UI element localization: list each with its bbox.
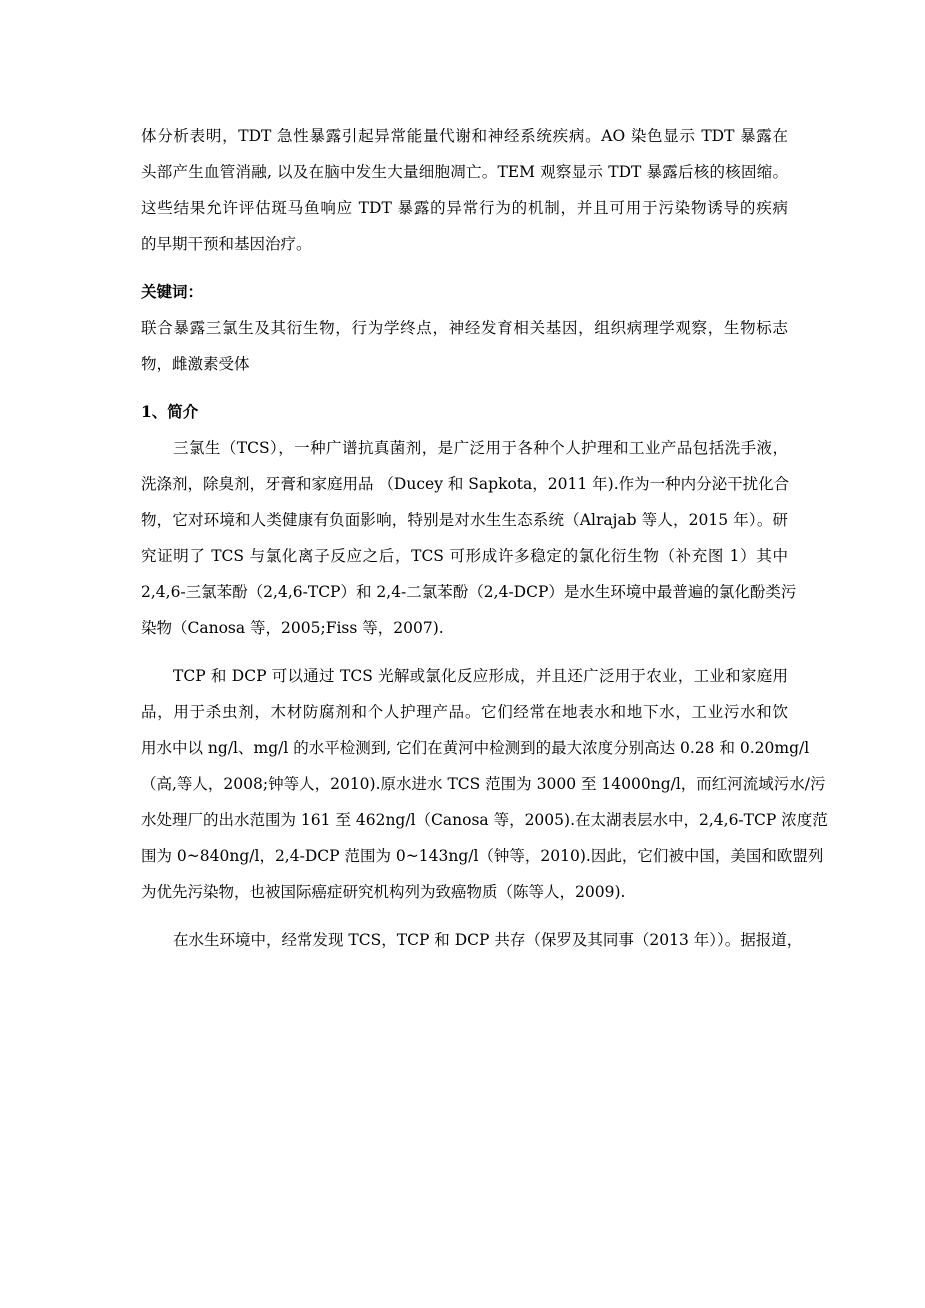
keywords-heading: 关键词： [141,282,204,301]
paragraph [141,658,828,910]
paragraph-line: TCP 和 DCP 可以通过 TCS 光解或氯化反应形成，并且还广泛用于农业，工业和家庭用 [173,667,788,685]
abstract-line: 的早期干预和基因治疗。 [141,235,312,253]
keywords-line: 物，雌激素受体 [141,355,250,373]
document-page [141,118,828,958]
paragraph-line: 品，用于杀虫剂，木材防腐剂和个人护理产品。它们经常在地表水和地下水，工业污水和饮 [141,703,788,721]
paragraph-line: 洗涤剂，除臭剂，牙膏和家庭用品 （Ducey 和 Sapkota，2011 年).作为一种内分泌干扰化合 [141,475,790,493]
paragraph-line: 2,4,6-三氯苯酚（2,4,6-TCP）和 2,4-二氯苯酚（2,4-DCP）是水生环境中最普遍的氯化酚类污 [141,583,797,601]
paragraph-gap [141,910,788,922]
paragraph [141,430,797,646]
paragraph-line: 用水中以 ng/l、mg/l 的水平检测到, 它们在黄河中检测到的最大浓度分别高达 0.28 和 0.20mg/l [141,739,810,757]
section-heading: 1、简介 [141,402,199,421]
paragraph-line: 物，它对环境和人类健康有负面影响，特别是对水生生态系统（Alrajab 等人，2015 年）。研 [141,511,788,529]
paragraph-line: 三氯生（TCS），一种广谱抗真菌剂，是广泛用于各种个人护理和工业产品包括洗手液， [173,439,788,457]
keywords-line: 联合暴露三氯生及其衍生物，行为学终点，神经发育相关基因，组织病理学观察，生物标志 [141,319,788,337]
paragraph-line: 究证明了 TCS 与氯化离子反应之后，TCS 可形成许多稳定的氯化衍生物（补充图 1）其中 [141,547,788,565]
abstract-line: 体分析表明，TDT 急性暴露引起异常能量代谢和神经系统疾病。AO 染色显示 TDT 暴露在 [141,127,788,145]
paragraph-line: 染物（Canosa 等，2005;Fiss 等，2007). [141,619,444,637]
paragraph-line: 围为 0~840ng/l，2,4-DCP 范围为 0~143ng/l（钟等，2010).因此，它们被中国，美国和欧盟列 [141,847,824,865]
paragraph [141,922,803,958]
paragraph-line: 在水生环境中，经常发现 TCS，TCP 和 DCP 共存（保罗及其同事（2013 年））。据报道， [173,931,803,949]
paragraph-line: 为优先污染物，也被国际癌症研究机构列为致癌物质（陈等人，2009). [141,883,626,901]
abstract-line: 头部产生血管消融, 以及在脑中发生大量细胞凋亡。TEM 观察显示 TDT 暴露后核的核固缩。 [141,163,788,181]
paragraph-line: 水处理厂的出水范围为 161 至 462ng/l（Canosa 等，2005).在太湖表层水中，2,4,6-TCP 浓度范 [141,811,828,829]
abstract-line: 这些结果允许评估斑马鱼响应 TDT 暴露的异常行为的机制，并且可用于污染物诱导的疾病 [141,199,788,217]
paragraph-line: （高,等人，2008;钟等人，2010).原水进水 TCS 范围为 3000 至 14000ng/l，而红河流域污水/污 [141,775,826,793]
paragraph-gap [141,646,788,658]
